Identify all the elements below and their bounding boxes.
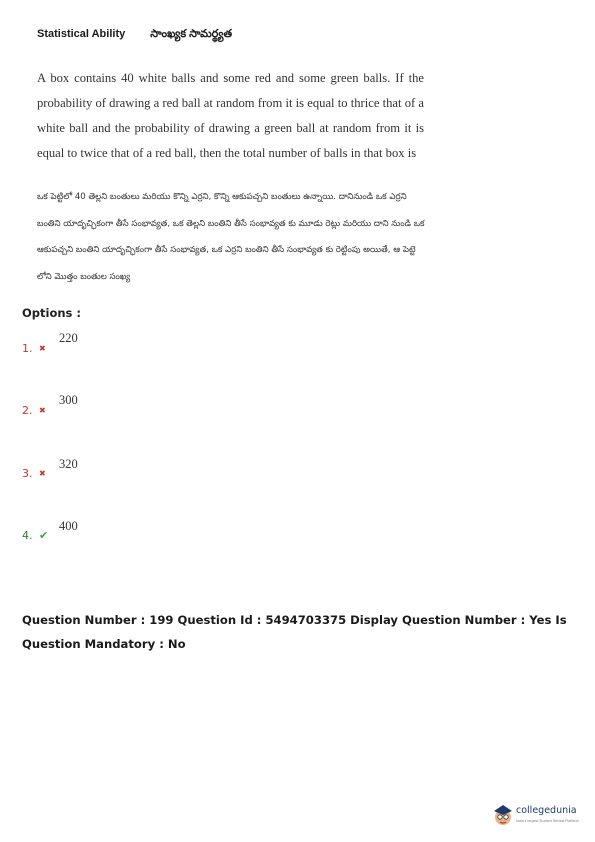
option-4-value: 400 xyxy=(59,519,78,533)
collegedunia-logo xyxy=(492,802,592,828)
wrong-icon: ✖ xyxy=(39,344,46,353)
section-title-te: సాంఖ్యక సామర్థ్యత xyxy=(150,28,233,40)
section-title-en: Statistical Ability xyxy=(37,28,126,40)
question-meta: Question Number : 199 Question Id : 5494703375 Display Question Number : Yes Is Question Mandatory : No xyxy=(22,613,567,651)
option-number: 4. xyxy=(22,529,33,542)
option-2-value: 300 xyxy=(59,393,78,407)
logo-mascot-icon xyxy=(492,802,514,828)
wrong-icon: ✖ xyxy=(39,406,46,415)
option-number: 2. xyxy=(22,404,33,417)
option-number: 3. xyxy=(22,467,33,480)
check-icon: ✔ xyxy=(39,529,49,542)
question-text-en: A box contains 40 white balls and some red and some green balls. If the probability of drawing a red ball at random from it is equal to thrice that of a white ball and the probability of drawing a green ball at random from it is equal to twice that of a red ball, then the total number of balls in that box is xyxy=(37,71,424,160)
section-heading xyxy=(37,28,232,43)
options-title: Options : xyxy=(22,306,81,320)
logo-name: collegedunia xyxy=(516,805,577,816)
option-4 xyxy=(22,529,48,542)
option-3-value: 320 xyxy=(59,457,78,471)
option-number: 1. xyxy=(22,342,33,355)
logo-tagline: India's largest Student Review Platform xyxy=(516,819,579,823)
option-1-value: 220 xyxy=(59,331,78,345)
option-1 xyxy=(22,342,46,355)
question-text-te: ఒక పెట్టిలో 40 తెల్లని బంతులు మరియు కొన్ని ఎర్రని, కొన్ని ఆకుపచ్చని బంతులు ఉన్నాయి. దానినుండి ఒక ఎర్రని బంతిని యాదృచ్ఛికంగా తీసే సంభావ్యత, ఒక తెల్లని బంతిని తీసే సంభావ్యత కు మూడు రెట్లు మరియు దాని నుండి ఒక ఆకుపచ్చని బంతిని యాదృచ్ఛికంగా తీసే సంభావ్యత, ఒక ఎర్రని బంతిని తీసే సంభావ్యత కు రెట్టింపు అయితే, ఆ పెట్టె లోని మొత్తం బంతుల సంఖ్య xyxy=(37,192,425,282)
option-3 xyxy=(22,467,46,480)
wrong-icon: ✖ xyxy=(39,469,46,478)
option-2 xyxy=(22,404,46,417)
